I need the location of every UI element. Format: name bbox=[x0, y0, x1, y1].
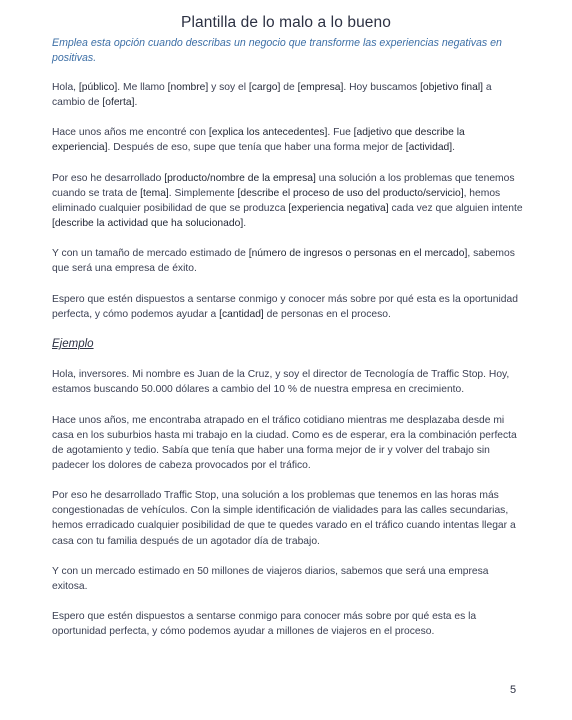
template-text: . bbox=[134, 97, 138, 109]
example-paragraph-3: Por eso he desarrollado Traffic Stop, una solución a los problemas que tenemos en las horas más congestionadas de vehículos. Con la simple identificación de vialidades para las calles secundarias, hemos erradicado cualquier posibilidad de que te quedes varado en el tráfico cuando intentas llegar a casa con tu familia después de un agotador día de trabajo. bbox=[52, 490, 516, 547]
template-paragraph-4 bbox=[52, 246, 524, 276]
placeholder-field: [producto/nombre de la empresa] bbox=[164, 172, 316, 184]
placeholder-field: [oferta] bbox=[102, 97, 135, 109]
template-text: Hace unos años me encontré con bbox=[52, 127, 209, 139]
placeholder-field: [cantidad] bbox=[219, 308, 264, 320]
template-text: . bbox=[243, 218, 247, 230]
placeholder-field: [cargo] bbox=[248, 82, 281, 93]
template-paragraph-3 bbox=[52, 171, 524, 231]
placeholder-field: [adjetivo que describe la experiencia] bbox=[52, 127, 465, 154]
page-title: Plantilla de lo malo a lo bueno bbox=[181, 14, 391, 31]
placeholder-field: [objetivo final] bbox=[420, 82, 484, 93]
document-content bbox=[52, 80, 524, 655]
placeholder-field: [actividad] bbox=[405, 142, 453, 154]
placeholder-field: [nombre] bbox=[167, 82, 209, 93]
template-text: . Fue bbox=[327, 127, 354, 139]
template-text: , sabemos que será una empresa de éxito. bbox=[52, 248, 515, 275]
placeholder-field: [describe el proceso de uso del producto/servicio] bbox=[237, 187, 464, 199]
template-text: una solución a los problemas que tenemos cuando se trata de bbox=[52, 172, 515, 199]
example-paragraph-5: Espero que estén dispuestos a sentarse conmigo para conocer más sobre por qué esta es la oportunidad perfecta, y cómo podemos ayudar a millones de viajeros en el proceso. bbox=[52, 611, 477, 638]
template-text: Hola, bbox=[52, 82, 79, 93]
template-text: . Hoy buscamos bbox=[343, 82, 421, 93]
template-text: . Me llamo bbox=[117, 82, 168, 93]
placeholder-field: [tema] bbox=[140, 187, 169, 199]
template-paragraph-2 bbox=[52, 125, 524, 155]
template-text: Por eso he desarrollado bbox=[52, 172, 165, 184]
template-text: de personas en el proceso. bbox=[263, 308, 391, 320]
placeholder-field: [experiencia negativa] bbox=[288, 202, 389, 214]
template-text: de bbox=[280, 82, 298, 93]
placeholder-field: [explica los antecedentes] bbox=[208, 127, 328, 139]
placeholder-field: [público] bbox=[78, 82, 118, 93]
example-heading: Ejemplo bbox=[52, 338, 94, 351]
page-number: 5 bbox=[510, 684, 517, 696]
placeholder-field: [número de ingresos o personas en el mercado] bbox=[248, 248, 468, 260]
example-paragraph-4: Y con un mercado estimado en 50 millones de viajeros diarios, sabemos que será una empresa exitosa. bbox=[52, 565, 489, 592]
template-text: a cambio de bbox=[52, 82, 492, 109]
template-text: cada vez que alguien intente bbox=[388, 202, 523, 214]
subtitle-instructions: Emplea esta opción cuando describas un negocio que transforme las experiencias negativas en positivas. bbox=[52, 37, 502, 64]
placeholder-field: [empresa] bbox=[297, 82, 344, 93]
template-text: . bbox=[452, 142, 456, 154]
template-text: . Simplemente bbox=[168, 187, 238, 199]
template-text: y soy el bbox=[208, 82, 249, 93]
template-paragraph-5 bbox=[52, 292, 524, 322]
example-paragraph-1: Hola, inversores. Mi nombre es Juan de la Cruz, y soy el director de Tecnología de Traffic Stop. Hoy, estamos buscando 50.000 dólares a cambio del 10 % de nuestra empresa en crecimiento. bbox=[52, 369, 510, 396]
template-text: Y con un tamaño de mercado estimado de bbox=[52, 248, 249, 260]
template-text: , hemos eliminado cualquier posibilidad de que se produzca bbox=[52, 187, 501, 214]
example-paragraph-2: Hace unos años, me encontraba atrapado en el tráfico cotidiano mientras me desplazaba desde mi casa en los suburbios hasta mi trabajo en la ciudad. Como es de esperar, era la combinación perfecta de agotamiento y tedio. Sabía que tenía que haber una forma mejor de ir y volver del trabajo sin padecer los dolores de cabeza provocados por el tráfico. bbox=[52, 414, 517, 471]
placeholder-field: [describe la actividad que ha solucionado] bbox=[52, 218, 244, 230]
template-text: . Después de eso, supe que tenía que haber una forma mejor de bbox=[107, 142, 406, 154]
template-text: Espero que estén dispuestos a sentarse conmigo y conocer más sobre por qué esta es la oportunidad perfecta, y cómo podemos ayudar a bbox=[52, 293, 518, 320]
template-paragraph-1 bbox=[52, 80, 524, 110]
